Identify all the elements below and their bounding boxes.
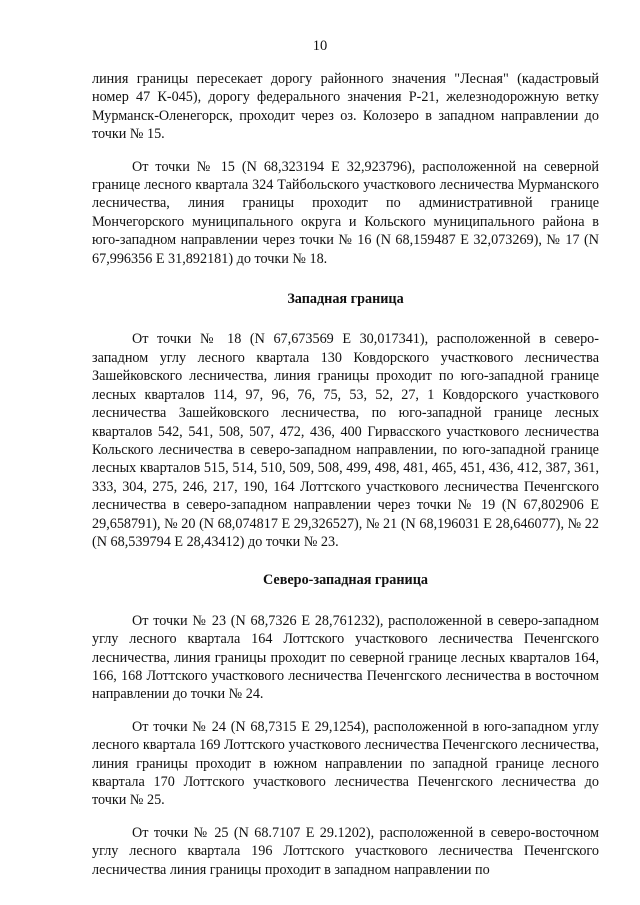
document-body	[92, 70, 599, 893]
paragraph-continuation: линия границы пересекает дорогу районного значения "Лесная" (кадастровый номер 47 К-045), дорогу федерального значения Р-21, железнодорожную ветку Мурманск-Оленегорск, проходит через оз. Колозеро в западном направлении до точки № 15.	[92, 71, 599, 143]
paragraph-point-25: От точки № 25 (N 68.7107 E 29.1202), расположенной в северо-восточном углу лесного квартала 196 Лоттского участкового лесничества Печенгского лесничества линия границы проходит в западном направлении по	[92, 824, 599, 878]
heading-western-border: Западная граница	[287, 291, 404, 308]
heading-northwestern-border: Северо-западная граница	[263, 572, 428, 589]
page-number: 10	[312, 38, 328, 54]
paragraph-point-15: От точки № 15 (N 68,323194 E 32,923796), расположенной на северной границе лесного квартала 324 Тайбольского участкового лесничества Мурманского лесничества, линия границы проходит по административной границе Мончегорского муниципального округа и Кольского муниципального района в юго-западном направлении через точки № 16 (N 68,159487 E 32,073269), № 17 (N 67,996356 E 31,892181) до точки № 18.	[92, 158, 599, 267]
paragraph-point-18: От точки № 18 (N 67,673569 E 30,017341), расположенной в северо-западном углу лесного квартала 130 Ковдорского участкового лесничества Зашейковского лесничества, линия границы проходит по юго-западной границе лесных кварталов 114, 97, 96, 76, 75, 53, 52, 27, 1 Ковдорского участкового лесничества Зашейковского лесничества, по юго-западной границе лесных кварталов 542, 541, 508, 507, 472, 436, 400 Гирвасского участкового лесничества Кольского лесничества в северо-западном направлении, по юго-западной границе лесных кварталов 515, 514, 510, 509, 508, 499, 498, 481, 465, 451, 436, 412, 387, 361, 333, 304, 275, 246, 217, 190, 164 Лоттского участкового лесничества Печенгского лесничества в северо-западном направлении через точки № 19 (N 67,802906 E 29,658791), № 20 (N 68,074817 E 29,326527), № 21 (N 68,196031 E 28,646077), № 22 (N 68,539794 E 28,43412) до точки № 23.	[92, 331, 599, 550]
paragraph-point-23: От точки № 23 (N 68,7326 E 28,761232), расположенной в северо-западном углу лесного квартала 164 Лоттского участкового лесничества Печенгского лесничества, линия границы проходит по северной границе лесных кварталов 164, 166, 168 Лоттского участкового лесничества Печенгского лесничества в восточном направлении до точки № 24.	[92, 612, 599, 703]
paragraph-point-24: От точки № 24 (N 68,7315 E 29,1254), расположенной в юго-западном углу лесного квартала 169 Лоттского участкового лесничества Печенгского лесничества, линия границы проходит в южном направлении по западной границе лесного квартала 170 Лоттского участкового лесничества Печенгского лесничества до точки № 25.	[92, 718, 599, 809]
